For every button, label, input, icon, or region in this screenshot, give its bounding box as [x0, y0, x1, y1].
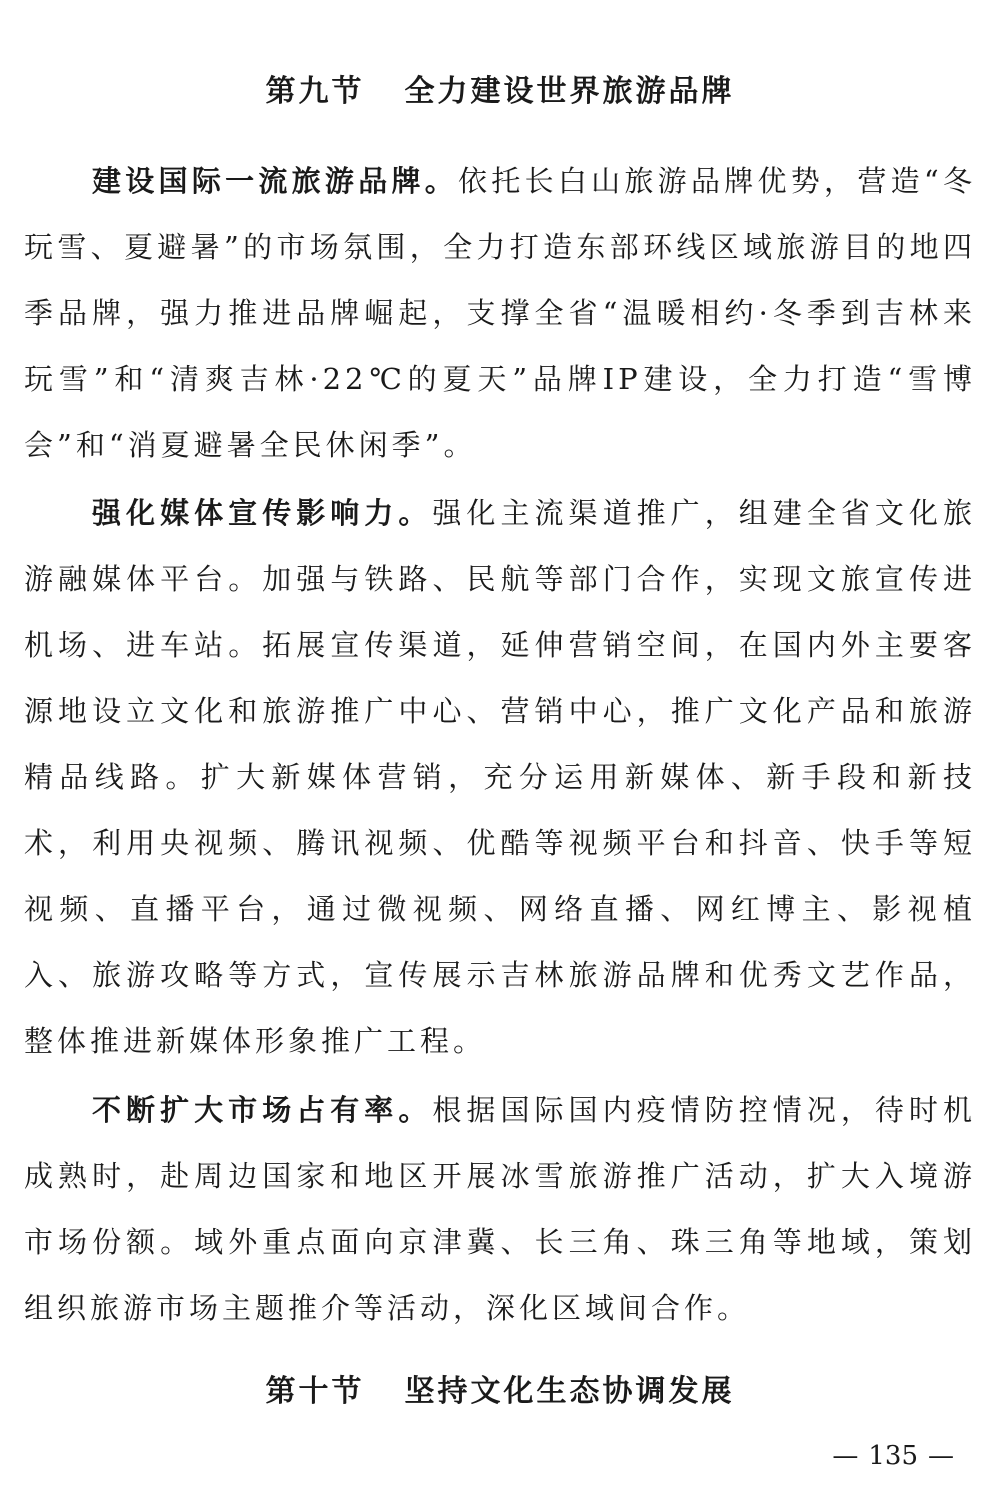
paragraph-tourism-brand — [24, 148, 976, 478]
section-number: 第九节 — [265, 74, 365, 109]
paragraph-body: 依托长白山旅游品牌优势，营造“冬玩雪、夏避暑”的市场氛围，全力打造东部环线区域旅游目的地四季品牌，强力推进品牌崛起，支撑全省“温暖相约·冬季到吉林来玩雪”和“清爽吉林·22℃的夏天”品牌IP建设，全力打造“雪博会”和“消夏避暑全民休闲季”。 — [24, 164, 976, 462]
section-title: 坚持文化生态协调发展 — [404, 1374, 735, 1409]
paragraph-body: 根据国际国内疫情防控情况，待时机成熟时，赴周边国家和地区开展冰雪旅游推广活动，扩大入境游市场份额。域外重点面向京津冀、长三角、珠三角等地域，策划组织旅游市场主题推介等活动，深化区域间合作。 — [24, 1093, 976, 1325]
paragraph-lead: 强化媒体宣传影响力。 — [92, 496, 433, 530]
section-number: 第十节 — [265, 1374, 365, 1409]
paragraph-market-share — [24, 1077, 976, 1341]
section-heading-9 — [0, 72, 1000, 112]
page-number-value: 135 — [868, 1441, 918, 1471]
paragraph-media-promotion — [24, 480, 976, 1074]
section-title: 全力建设世界旅游品牌 — [404, 74, 735, 109]
page-number-dash-left: — — [832, 1441, 859, 1471]
paragraph-body: 强化主流渠道推广，组建全省文化旅游融媒体平台。加强与铁路、民航等部门合作，实现文旅宣传进机场、进车站。拓展宣传渠道，延伸营销空间，在国内外主要客源地设立文化和旅游推广中心、营销中心，推广文化产品和旅游精品线路。扩大新媒体营销，充分运用新媒体、新手段和新技术，利用央视频、腾讯视频、优酷等视频平台和抖音、快手等短视频、直播平台，通过微视频、网络直播、网红博主、影视植入、旅游攻略等方式，宣传展示吉林旅游品牌和优秀文艺作品，整体推进新媒体形象推广工程。 — [24, 496, 976, 1058]
page-number — [822, 1438, 964, 1474]
page-number-dash-right: — — [928, 1441, 954, 1471]
paragraph-lead: 建设国际一流旅游品牌。 — [92, 164, 459, 198]
section-heading-10 — [0, 1372, 1000, 1412]
paragraph-lead: 不断扩大市场占有率。 — [92, 1093, 433, 1127]
